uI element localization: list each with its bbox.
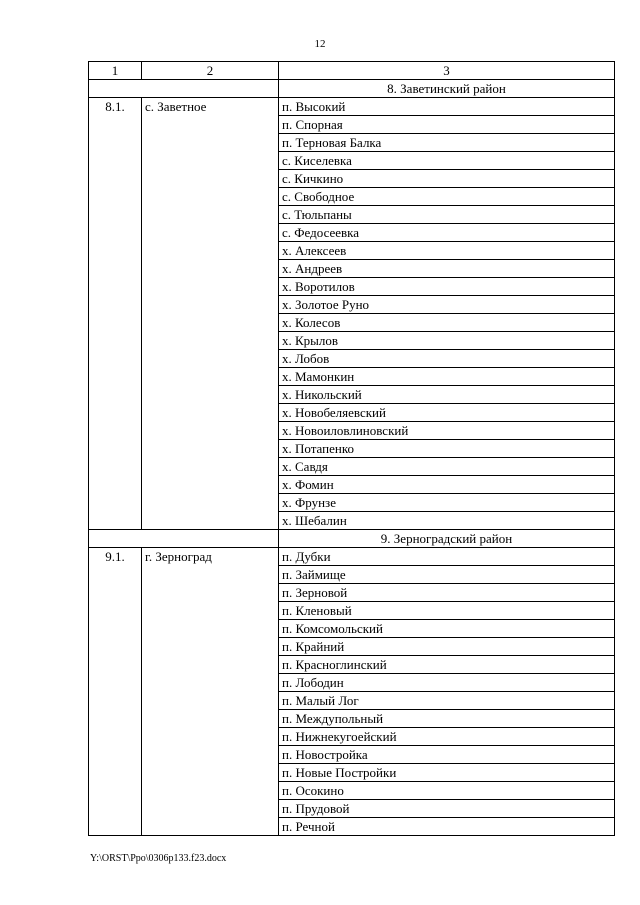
- settlement-name: х. Шебалин: [279, 512, 615, 530]
- settlement-name: с. Кичкино: [279, 170, 615, 188]
- settlement-name: с. Федосеевка: [279, 224, 615, 242]
- settlement-name: с. Тюльпаны: [279, 206, 615, 224]
- settlement-name: х. Крылов: [279, 332, 615, 350]
- settlement-name: х. Потапенко: [279, 440, 615, 458]
- settlement-name: п. Малый Лог: [279, 692, 615, 710]
- settlement-name: х. Новобеляевский: [279, 404, 615, 422]
- header-col-1: 1: [89, 62, 142, 80]
- settlement-name: п. Крайний: [279, 638, 615, 656]
- section-row: [89, 530, 615, 548]
- settlement-name: п. Нижнекугоейский: [279, 728, 615, 746]
- settlement-name: п. Осокино: [279, 782, 615, 800]
- settlement-name: х. Мамонкин: [279, 368, 615, 386]
- settlement-name: п. Комсомольский: [279, 620, 615, 638]
- section-row: [89, 80, 615, 98]
- settlement-name: с. Киселевка: [279, 152, 615, 170]
- settlement-name: п. Кленовый: [279, 602, 615, 620]
- settlement-name: х. Алексеев: [279, 242, 615, 260]
- settlement-name: п. Лободин: [279, 674, 615, 692]
- settlement-name: х. Воротилов: [279, 278, 615, 296]
- settlement-name: х. Колесов: [279, 314, 615, 332]
- settlement-name: х. Фомин: [279, 476, 615, 494]
- settlement-name: п. Новые Постройки: [279, 764, 615, 782]
- entry-center: с. Заветное: [142, 98, 279, 530]
- section-blank-cell: [89, 80, 279, 98]
- footer-file-path: Y:\ORST\Ppo\0306p133.f23.docx: [90, 853, 227, 864]
- entry-center: г. Зерноград: [142, 548, 279, 836]
- settlement-name: х. Золотое Руно: [279, 296, 615, 314]
- settlement-name: п. Красноглинский: [279, 656, 615, 674]
- section-title: 9. Зерноградский район: [279, 530, 615, 548]
- settlement-name: п. Терновая Балка: [279, 134, 615, 152]
- settlement-name: п. Спорная: [279, 116, 615, 134]
- settlement-name: п. Междупольный: [279, 710, 615, 728]
- settlement-name: х. Савдя: [279, 458, 615, 476]
- settlement-name: п. Зерновой: [279, 584, 615, 602]
- settlement-name: х. Новоиловлиновский: [279, 422, 615, 440]
- settlement-name: п. Высокий: [279, 98, 615, 116]
- header-col-3: 3: [279, 62, 615, 80]
- section-blank-cell: [89, 530, 279, 548]
- entry-number: 8.1.: [89, 98, 142, 530]
- table-row: [89, 98, 615, 116]
- header-col-2: 2: [142, 62, 279, 80]
- settlement-name: х. Никольский: [279, 386, 615, 404]
- settlement-name: с. Свободное: [279, 188, 615, 206]
- settlement-name: х. Лобов: [279, 350, 615, 368]
- header-row: [89, 62, 615, 80]
- settlement-name: п. Речной: [279, 818, 615, 836]
- settlement-name: х. Андреев: [279, 260, 615, 278]
- settlement-name: х. Фрунзе: [279, 494, 615, 512]
- entry-number: 9.1.: [89, 548, 142, 836]
- table-row: [89, 548, 615, 566]
- settlement-name: п. Прудовой: [279, 800, 615, 818]
- section-title: 8. Заветинский район: [279, 80, 615, 98]
- settlements-table: [88, 61, 615, 836]
- page-number: 12: [314, 38, 326, 50]
- settlement-name: п. Новостройка: [279, 746, 615, 764]
- settlement-name: п. Займище: [279, 566, 615, 584]
- settlement-name: п. Дубки: [279, 548, 615, 566]
